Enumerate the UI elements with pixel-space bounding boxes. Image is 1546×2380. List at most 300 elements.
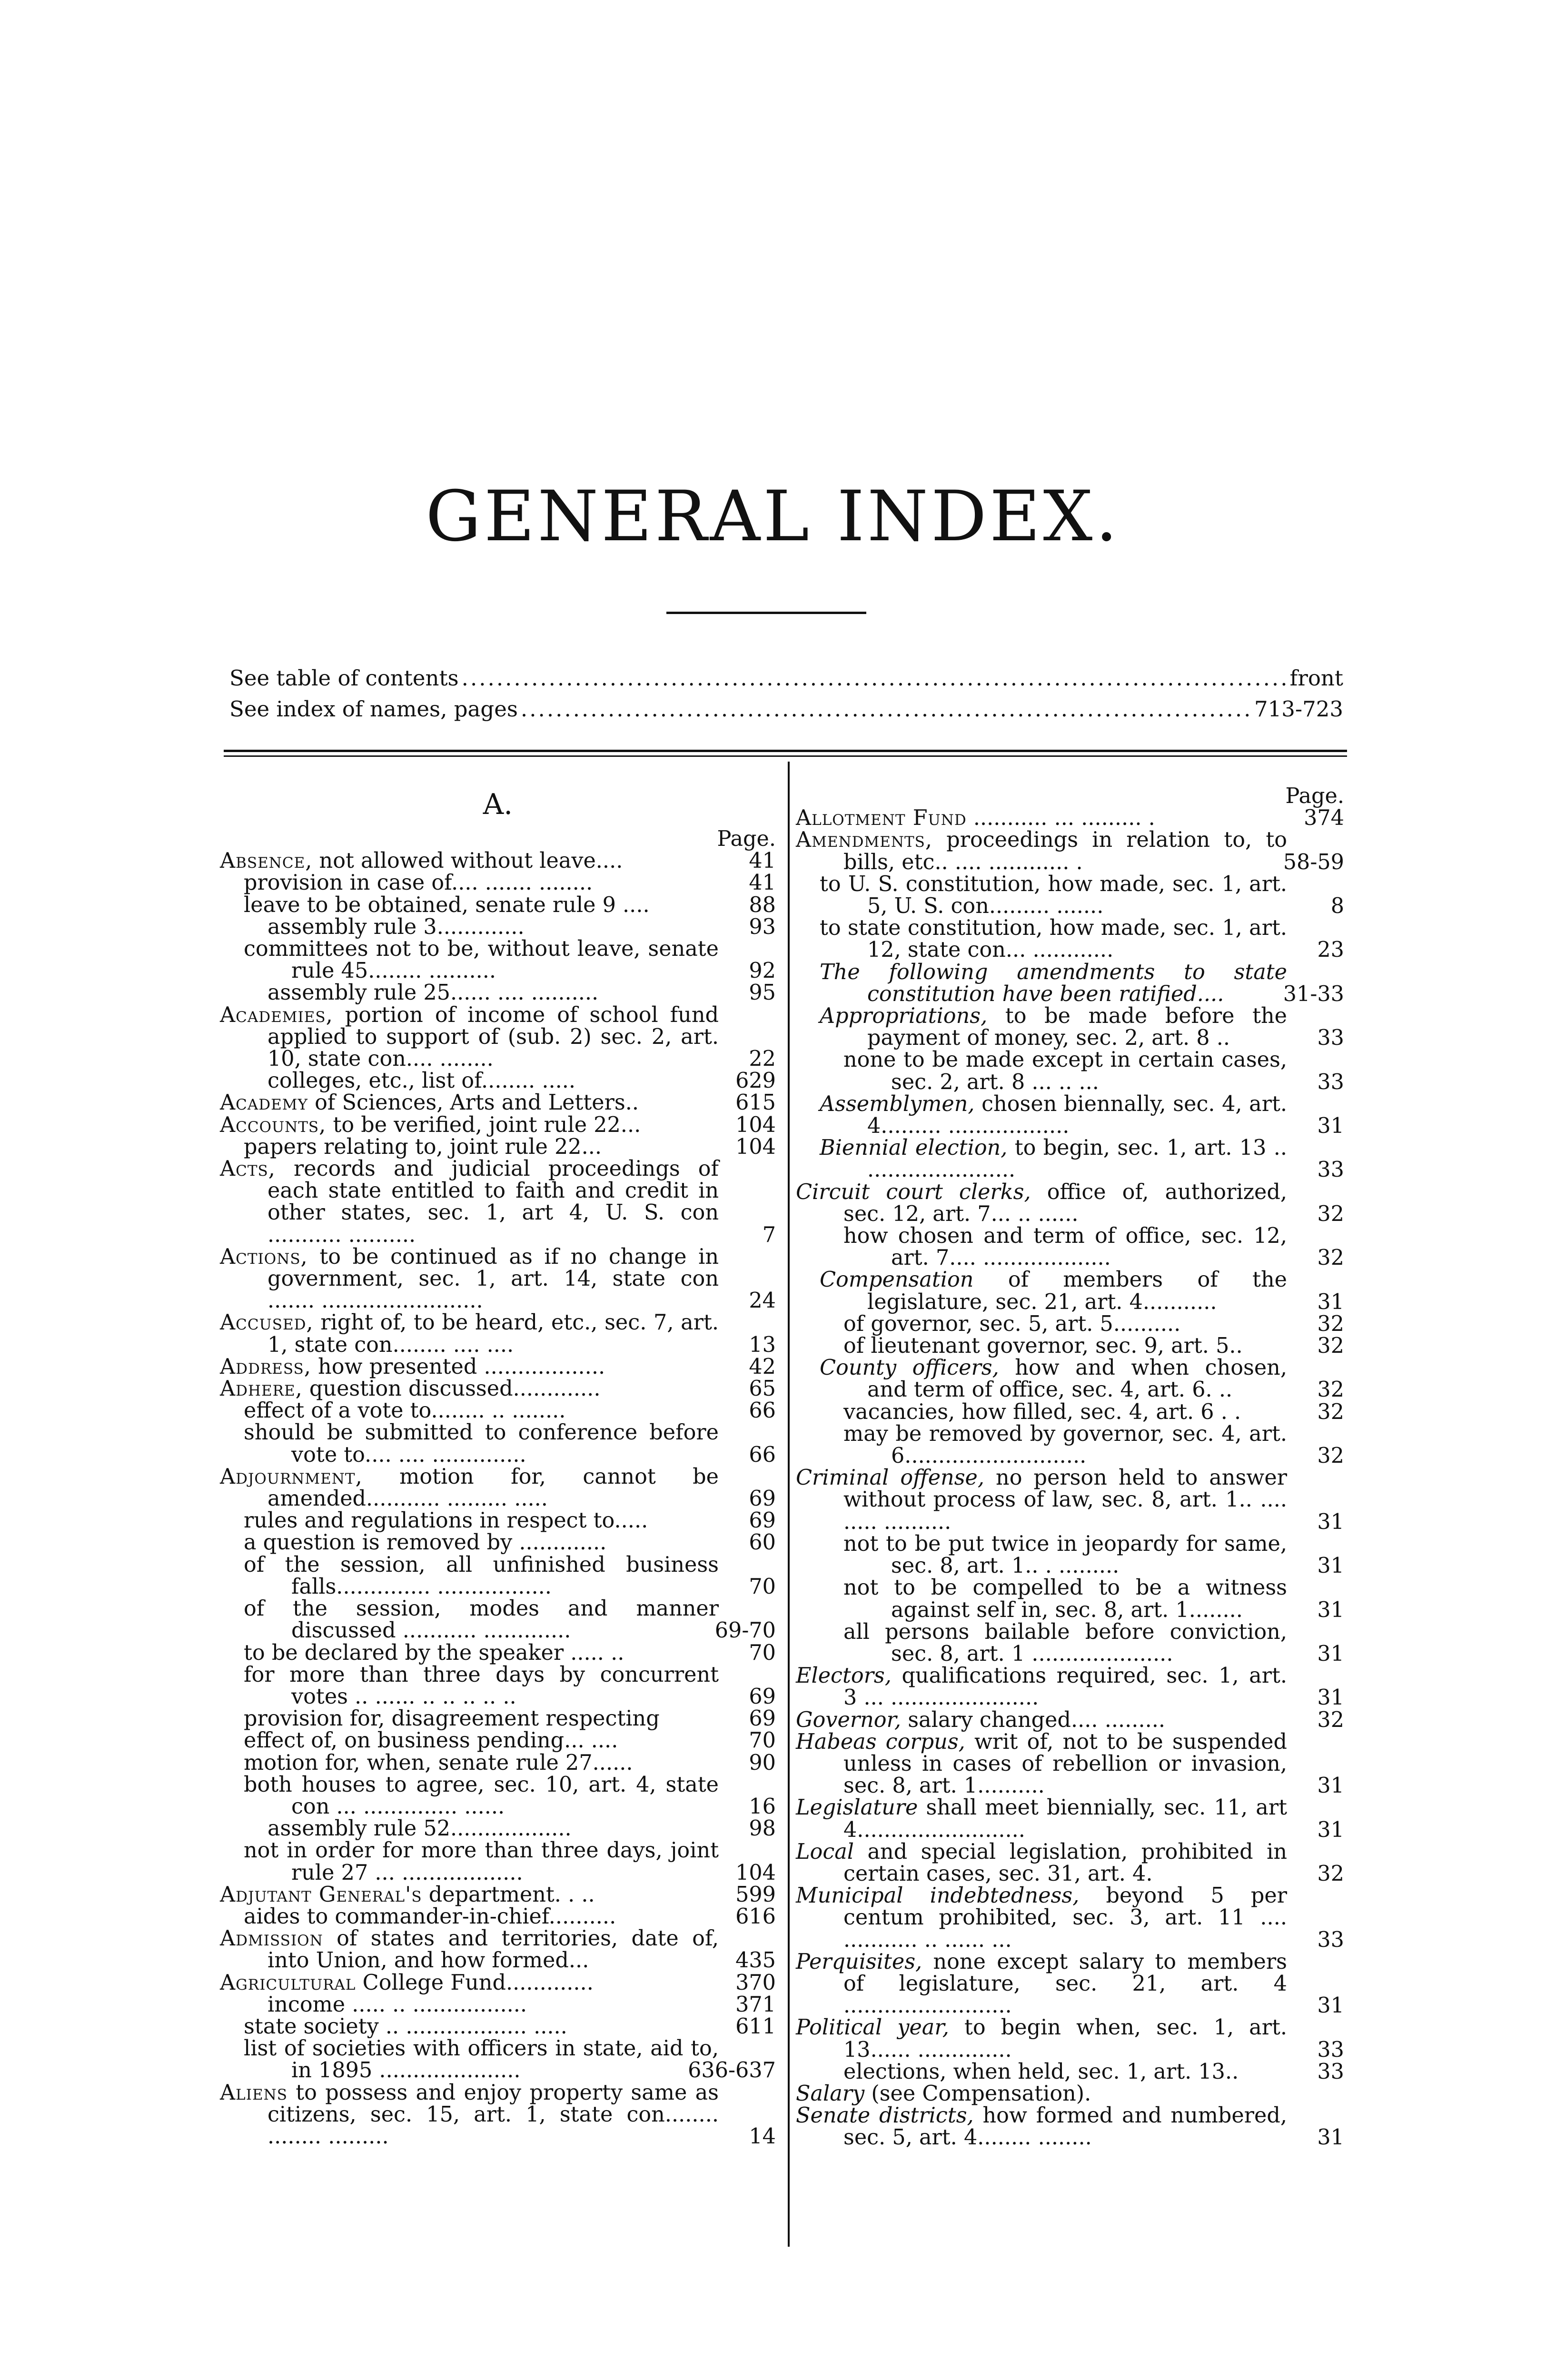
entry-description: department. . .. (422, 1882, 595, 1907)
entry-page: 31 (1317, 1597, 1344, 1622)
index-entry (796, 829, 1344, 873)
index-entry (220, 1730, 776, 1752)
entry-description: ........... ... ......... . (966, 806, 1155, 831)
entry-text (220, 1070, 719, 1092)
entry-text (220, 1378, 719, 1400)
index-entry (796, 1665, 1344, 1709)
entry-page: 8 (1330, 894, 1344, 918)
entry-description: College Fund............. (356, 1970, 594, 1995)
index-entry (220, 1664, 776, 1708)
entry-description: provision for, disagreement respecting (244, 1706, 660, 1731)
entry-description: qualifications required, sec. 1, art. 3 ... ...................... (843, 1664, 1287, 1710)
entry-page: 31 (1317, 1641, 1344, 1666)
entry-text (220, 1136, 719, 1158)
entry-description: elections, when held, sec. 1, art. 13.. (843, 2059, 1239, 2084)
entry-heading: Local (796, 1839, 854, 1864)
see-contents-page: front (1289, 665, 1343, 691)
entry-description: of states and territories, date of, into Union, and how formed... (268, 1926, 719, 1973)
entry-page: 31 (1317, 1774, 1344, 1798)
entry-page: 7 (762, 1222, 776, 1247)
entry-description: motion for, cannot be amended........... ......... ..... (268, 1464, 719, 1511)
entry-page: 66 (749, 1398, 776, 1423)
entry-page: 616 (735, 1904, 776, 1929)
index-entry (220, 1114, 776, 1136)
entry-description: how chosen and term of office, sec. 12, art. 7.... ................... (843, 1224, 1287, 1270)
entry-page: 31 (1317, 1686, 1344, 1710)
entry-heading: Compensation (820, 1268, 974, 1292)
entry-description: of lieutenant governor, sec. 9, art. 5.. (843, 1334, 1243, 1359)
section-letter: A. (483, 788, 513, 821)
entry-description: of the session, modes and manner discussed ........... ............. (244, 1597, 719, 1643)
entry-heading: Adhere, (220, 1377, 303, 1401)
entry-page: 32 (1317, 1399, 1344, 1424)
index-entry (220, 1246, 776, 1312)
entry-description: portion of income of school fund applied to support of (sub. 2) sec. 2, art. 10, state con.... ........ (268, 1002, 719, 1071)
index-entry (796, 1577, 1344, 1621)
entry-heading: Circuit court clerks, (796, 1180, 1031, 1204)
entry-page: 32 (1317, 1246, 1344, 1270)
entry-text (220, 1510, 719, 1532)
index-entry (220, 1070, 776, 1092)
entry-text (796, 2061, 1287, 2083)
entry-text (796, 1181, 1287, 1225)
index-entry (796, 2083, 1344, 2105)
see-names-page: 713-723 (1254, 696, 1343, 722)
leader-dots (521, 695, 1251, 724)
entry-text (796, 962, 1287, 1005)
entry-description: to state constitution, how made, sec. 1, art. 12, state con... ............ (820, 916, 1287, 962)
entry-text (796, 1335, 1287, 1357)
entry-heading: County officers, (820, 1356, 999, 1380)
entry-text (220, 1708, 719, 1730)
entry-description: to begin when, sec. 1, art. 13...... .............. (843, 2015, 1287, 2062)
entry-text (220, 1092, 719, 1114)
entry-text (220, 1928, 719, 1972)
entry-description: of the session, all unfinished business falls.............. ................. (244, 1552, 719, 1599)
entry-description: may be removed by governor, sec. 4, art. 6........................... (843, 1421, 1287, 1468)
index-entry (220, 1532, 776, 1554)
entry-text (220, 1400, 719, 1422)
index-entry (220, 1774, 776, 1818)
entry-description: to be verified, joint rule 22... (326, 1112, 641, 1137)
index-entry (220, 1092, 776, 1114)
index-entry (220, 1928, 776, 1972)
entry-description: vacancies, how filled, sec. 4, art. 6 . . (843, 1399, 1241, 1424)
entry-text (796, 1313, 1287, 1335)
entry-description: not in order for more than three days, joint rule 27 ... .................. (244, 1838, 719, 1885)
entry-description: assembly rule 25...... .... .......... (268, 981, 599, 1005)
index-entry (796, 962, 1344, 1005)
index-entry (220, 1400, 776, 1422)
entry-description: income ..... .. ................. (268, 1992, 527, 2017)
entry-text (220, 1642, 719, 1664)
entry-text (796, 829, 1287, 873)
index-entry (796, 1621, 1344, 1665)
index-entry (796, 1401, 1344, 1423)
entry-text (220, 1818, 719, 1840)
index-entry (220, 2082, 776, 2148)
entry-heading: Legislature (796, 1795, 918, 1820)
entry-text (220, 1730, 719, 1752)
index-entry (796, 1467, 1344, 1533)
entry-heading: Perquisites, (796, 1949, 922, 1974)
index-entry (220, 1136, 776, 1158)
entry-page: 70 (749, 1640, 776, 1665)
entry-text (796, 1731, 1287, 1797)
entry-page: 98 (749, 1816, 776, 1841)
entry-page: 24 (749, 1289, 776, 1313)
index-entry (796, 1093, 1344, 1137)
entry-text (796, 1665, 1287, 1709)
entry-text (220, 982, 719, 1004)
leader-dots (462, 664, 1287, 693)
entry-page: 22 (749, 1047, 776, 1071)
index-entry (796, 1313, 1344, 1335)
index-entry (220, 1422, 776, 1466)
entry-description: papers relating to, joint rule 22... (244, 1134, 602, 1159)
entry-text (220, 1906, 719, 1928)
entry-page: 90 (749, 1750, 776, 1775)
entry-page: 31 (1317, 1114, 1344, 1139)
entry-text (796, 1951, 1287, 2017)
see-names-line (229, 695, 1343, 724)
page-title: GENERAL INDEX. (426, 476, 1120, 557)
entry-description: both houses to agree, sec. 10, art. 4, state con ... .............. ...... (244, 1772, 719, 1819)
entry-page: 33 (1317, 1158, 1344, 1182)
entry-heading: Actions, (220, 1244, 308, 1269)
entry-page: 33 (1317, 2059, 1344, 2084)
entry-page: 31 (1317, 1993, 1344, 2018)
left-entry-list (220, 850, 776, 2148)
index-entry (220, 1378, 776, 1400)
index-entry (796, 1181, 1344, 1225)
entry-page: 32 (1317, 1201, 1344, 1226)
index-entry (796, 1951, 1344, 2017)
entry-text (220, 2016, 719, 2038)
entry-text (796, 873, 1287, 917)
index-entry (220, 1466, 776, 1510)
entry-description: salary changed.... ......... (901, 1707, 1166, 1732)
entry-page: 69-70 (714, 1618, 776, 1643)
index-entry (796, 1885, 1344, 1951)
entry-text (796, 1577, 1287, 1621)
entry-heading: Electors, (796, 1664, 892, 1688)
entry-page: 31-33 (1283, 982, 1344, 1006)
entry-heading: Accused, (220, 1310, 314, 1335)
entry-page: 32 (1317, 1707, 1344, 1732)
entry-description: how and when chosen, and term of office, sec. 4, art. 6. .. (867, 1356, 1287, 1402)
entry-text (796, 1797, 1287, 1841)
entry-page: 69 (749, 1508, 776, 1533)
index-entry (796, 1137, 1344, 1181)
entry-description: office of, authorized, sec. 12, art. 7... .. ...... (843, 1180, 1288, 1226)
entry-page: 58-59 (1283, 850, 1344, 874)
index-entry (220, 1510, 776, 1532)
index-entry (796, 1005, 1344, 1049)
entry-description: to be continued as if no change in government, sec. 1, art. 14, state con ....... ........................ (268, 1244, 719, 1313)
entry-description: records and judicial proceedings of each state entitled to faith and credit in other states, sec. 1, art 4, U. S. con ........... .......... (268, 1157, 719, 1247)
entry-description: of governor, sec. 5, art. 5.......... (843, 1311, 1181, 1336)
index-entry (220, 1598, 776, 1642)
entry-page: 70 (749, 1574, 776, 1599)
entry-text (796, 1533, 1287, 1577)
entry-page: 14 (749, 2124, 776, 2149)
index-entry (796, 807, 1344, 829)
entry-text (220, 1554, 719, 1598)
entry-page: 13 (749, 1332, 776, 1357)
entry-heading: Assemblymen, (820, 1091, 975, 1116)
entry-page: 70 (749, 1728, 776, 1753)
entry-heading: Biennial election, (820, 1136, 1008, 1160)
entry-page: 31 (1317, 1554, 1344, 1578)
index-entry (220, 1972, 776, 1994)
entry-description: to begin, sec. 1, art. 13 .. ...................... (867, 1136, 1287, 1182)
entry-text (796, 1709, 1287, 1731)
entry-heading: Political year, (796, 2015, 949, 2040)
entry-page: 104 (735, 1860, 776, 1885)
entry-description: no person held to answer without process of law, sec. 8, art. 1.. .... ..... .......... (843, 1466, 1288, 1534)
title-rule (666, 612, 866, 614)
entry-text (220, 1840, 719, 1884)
entry-text (220, 2038, 719, 2082)
index-entry (220, 1312, 776, 1356)
entry-heading: Salary (796, 2081, 865, 2106)
entry-description: not to be compelled to be a witness against self in, sec. 8, art. 1........ (843, 1576, 1287, 1622)
entry-description: list of societies with officers in state, aid to, in 1895 ..................... (244, 2036, 719, 2083)
entry-text (796, 2017, 1287, 2061)
index-entry (220, 1158, 776, 1246)
entry-page: 31 (1317, 1289, 1344, 1314)
index-entry (796, 1357, 1344, 1401)
entry-page: 60 (749, 1530, 776, 1555)
entry-heading: Habeas corpus, (796, 1729, 965, 1754)
entry-description: aides to commander-in-chief.......... (244, 1904, 616, 1929)
entry-page: 636-637 (688, 2058, 776, 2083)
entry-description: proceedings in relation to, to bills, etc.. .... ............ . (843, 828, 1287, 874)
index-entry (796, 1049, 1344, 1093)
entry-description: should be submitted to conference before vote to.... .... .............. (244, 1420, 719, 1467)
entry-text (220, 1312, 719, 1356)
entry-page: 16 (749, 1794, 776, 1819)
index-entry (796, 917, 1344, 961)
index-entry (220, 2016, 776, 2038)
index-entry (220, 872, 776, 894)
entry-page: 69 (749, 1487, 776, 1511)
entry-page: 374 (1304, 806, 1344, 831)
entry-description: (see Compensation). (864, 2081, 1091, 2106)
entry-page: 41 (749, 849, 776, 873)
entry-heading: Address, (220, 1354, 311, 1379)
index-entry (220, 1818, 776, 1840)
entry-description: and special legislation, prohibited in certain cases, sec. 31, art. 4. (843, 1839, 1287, 1886)
entry-page: 23 (1317, 938, 1344, 962)
entry-text (220, 916, 719, 938)
entry-text (220, 1972, 719, 1994)
entry-text (220, 1774, 719, 1818)
index-entry (220, 2038, 776, 2082)
entry-page: 104 (735, 1134, 776, 1159)
entry-description: not to be put twice in jeopardy for same, sec. 8, art. 1.. . ......... (843, 1531, 1287, 1578)
entry-text (796, 1885, 1287, 1951)
entry-text (220, 1466, 719, 1510)
index-entry (220, 1356, 776, 1378)
see-contents-text: See table of contents (229, 665, 459, 691)
entry-page: 88 (749, 892, 776, 917)
entry-page: 33 (1317, 2037, 1344, 2062)
right-column (796, 785, 1344, 2149)
entry-description: to be made before the payment of money, sec. 2, art. 8 .. (867, 1004, 1287, 1051)
entry-description: shall meet biennially, sec. 11, art 4......................... (843, 1795, 1287, 1842)
entry-description: of Sciences, Arts and Letters.. (307, 1091, 639, 1115)
entry-text (220, 2082, 719, 2148)
entry-text (796, 807, 1287, 829)
entry-heading: Absence, (220, 849, 313, 873)
entry-page: 371 (735, 1992, 776, 2017)
entry-text (796, 2105, 1287, 2149)
index-entry (796, 1335, 1344, 1357)
header-rule (224, 750, 1347, 752)
page-label: Page. (1285, 784, 1344, 808)
see-contents-line (229, 664, 1343, 693)
entry-text (796, 1137, 1287, 1181)
entry-page: 95 (749, 981, 776, 1005)
index-entry (220, 1906, 776, 1928)
entry-text (220, 1114, 719, 1136)
entry-description: effect of a vote to........ .. ........ (244, 1398, 566, 1423)
entry-page: 69 (749, 1684, 776, 1709)
entry-heading: Academy (220, 1091, 308, 1115)
entry-text (796, 1423, 1287, 1467)
entry-text (220, 1246, 719, 1312)
entry-text (220, 938, 719, 982)
entry-description: to possess and enjoy property same as citizens, sec. 15, art. 1, state con........ ........ ......... (268, 2080, 719, 2149)
entry-page: 69 (749, 1706, 776, 1731)
entry-text (220, 872, 719, 894)
entry-heading: Adjournment, (220, 1464, 363, 1489)
entry-description: committees not to be, without leave, senate rule 45........ .......... (244, 937, 719, 983)
entry-description: how presented .................. (311, 1354, 605, 1379)
entry-heading: Admission (220, 1926, 323, 1951)
index-entry (220, 1752, 776, 1774)
entry-heading: Adjutant General's (220, 1882, 422, 1907)
entry-description: The following amendments to state constitution have been ratified.... (820, 960, 1287, 1006)
entry-description: leave to be obtained, senate rule 9 .... (244, 892, 650, 917)
entry-description: for more than three days by concurrent votes .. ...... .. .. .. .. .. (244, 1662, 719, 1709)
column-divider (788, 762, 790, 2247)
entry-text (220, 1004, 719, 1071)
entry-heading: Amendments, (796, 828, 933, 853)
entry-text (796, 1621, 1287, 1665)
entry-heading: Academies, (220, 1002, 333, 1027)
entry-text (220, 1532, 719, 1554)
entry-description: none except salary to members of legislature, sec. 21, art. 4 ......................... (843, 1949, 1287, 2018)
entry-page: 629 (735, 1069, 776, 1093)
entry-heading: Municipal indebtedness, (796, 1884, 1080, 1908)
entry-page: 31 (1317, 1509, 1344, 1534)
entry-page: 32 (1317, 1378, 1344, 1402)
entry-description: state society .. .................. ..... (244, 2014, 567, 2039)
entry-description: a question is removed by ............. (244, 1530, 607, 1555)
entry-page: 370 (735, 1970, 776, 1995)
entry-text (796, 1093, 1287, 1137)
entry-description: beyond 5 per centum prohibited, sec. 3, art. 11 .... ........... .. ...... ... (843, 1884, 1287, 1952)
page-label: Page. (717, 827, 776, 851)
entry-page: 104 (735, 1112, 776, 1137)
index-entry (796, 2017, 1344, 2061)
entry-page: 66 (749, 1442, 776, 1467)
entry-description: right of, to be heard, etc., sec. 7, art. 1, state con........ .... .... (268, 1310, 719, 1357)
index-entry (220, 1840, 776, 1884)
entry-text (796, 1467, 1287, 1533)
entry-text (220, 850, 719, 872)
index-entry (796, 1423, 1344, 1467)
entry-heading: Acts, (220, 1157, 276, 1181)
entry-text (796, 1269, 1287, 1313)
entry-page: 32 (1317, 1311, 1344, 1336)
index-entry (220, 938, 776, 982)
entry-page: 33 (1317, 1026, 1344, 1051)
index-entry (220, 1642, 776, 1664)
entry-text (220, 894, 719, 916)
entry-description: motion for, when, senate rule 27...... (244, 1750, 633, 1775)
index-entry (220, 850, 776, 872)
entry-description: how formed and numbered, sec. 5, art. 4........ ........ (843, 2103, 1287, 2150)
entry-heading: Allotment Fund (796, 806, 967, 831)
see-names-text: See index of names, pages (229, 696, 518, 722)
entry-page: 31 (1317, 2125, 1344, 2150)
entry-page: 31 (1317, 1817, 1344, 1842)
entry-text (796, 2083, 1287, 2105)
entry-heading: Accounts, (220, 1112, 327, 1137)
index-entry (220, 1994, 776, 2016)
index-entry (220, 894, 776, 916)
entry-text (220, 1422, 719, 1466)
entry-page: 599 (735, 1882, 776, 1907)
header-rule-thin (224, 755, 1347, 757)
entry-page: 93 (749, 914, 776, 939)
entry-description: chosen biennally, sec. 4, art. 4......... .................. (867, 1091, 1287, 1139)
entry-text (796, 1225, 1287, 1269)
entry-description: effect of, on business pending... .... (244, 1728, 618, 1753)
entry-description: colleges, etc., list of........ ..... (268, 1069, 576, 1093)
index-entry (220, 1004, 776, 1071)
entry-text (220, 1994, 719, 2016)
index-entry (796, 2061, 1344, 2083)
entry-text (796, 1357, 1287, 1401)
index-entry (796, 1225, 1344, 1269)
index-entry (796, 1731, 1344, 1797)
index-entry (796, 1841, 1344, 1885)
entry-page: 435 (735, 1948, 776, 1973)
entry-page: 32 (1317, 1334, 1344, 1359)
entry-description: to U. S. constitution, how made, sec. 1, art. 5, U. S. con......... ....... (820, 872, 1287, 918)
entry-description: none to be made except in certain cases, sec. 2, art. 8 ... .. ... (843, 1048, 1287, 1094)
right-entry-list (796, 807, 1344, 2149)
index-entry (796, 1709, 1344, 1731)
entry-description: writ of, not to be suspended unless in cases of rebellion or invasion, sec. 8, art. 1.......... (843, 1729, 1287, 1798)
index-entry (220, 982, 776, 1004)
entry-heading: Criminal offense, (796, 1466, 985, 1490)
index-entry (796, 1269, 1344, 1313)
index-entry (796, 1533, 1344, 1577)
entry-description: question discussed............. (302, 1377, 601, 1401)
entry-text (796, 917, 1287, 961)
entry-heading: Agricultural (220, 1970, 356, 1995)
entry-heading: Senate districts, (796, 2103, 974, 2128)
entry-page: 32 (1317, 1861, 1344, 1886)
entry-text (220, 1752, 719, 1774)
entry-heading: Governor, (796, 1707, 902, 1732)
